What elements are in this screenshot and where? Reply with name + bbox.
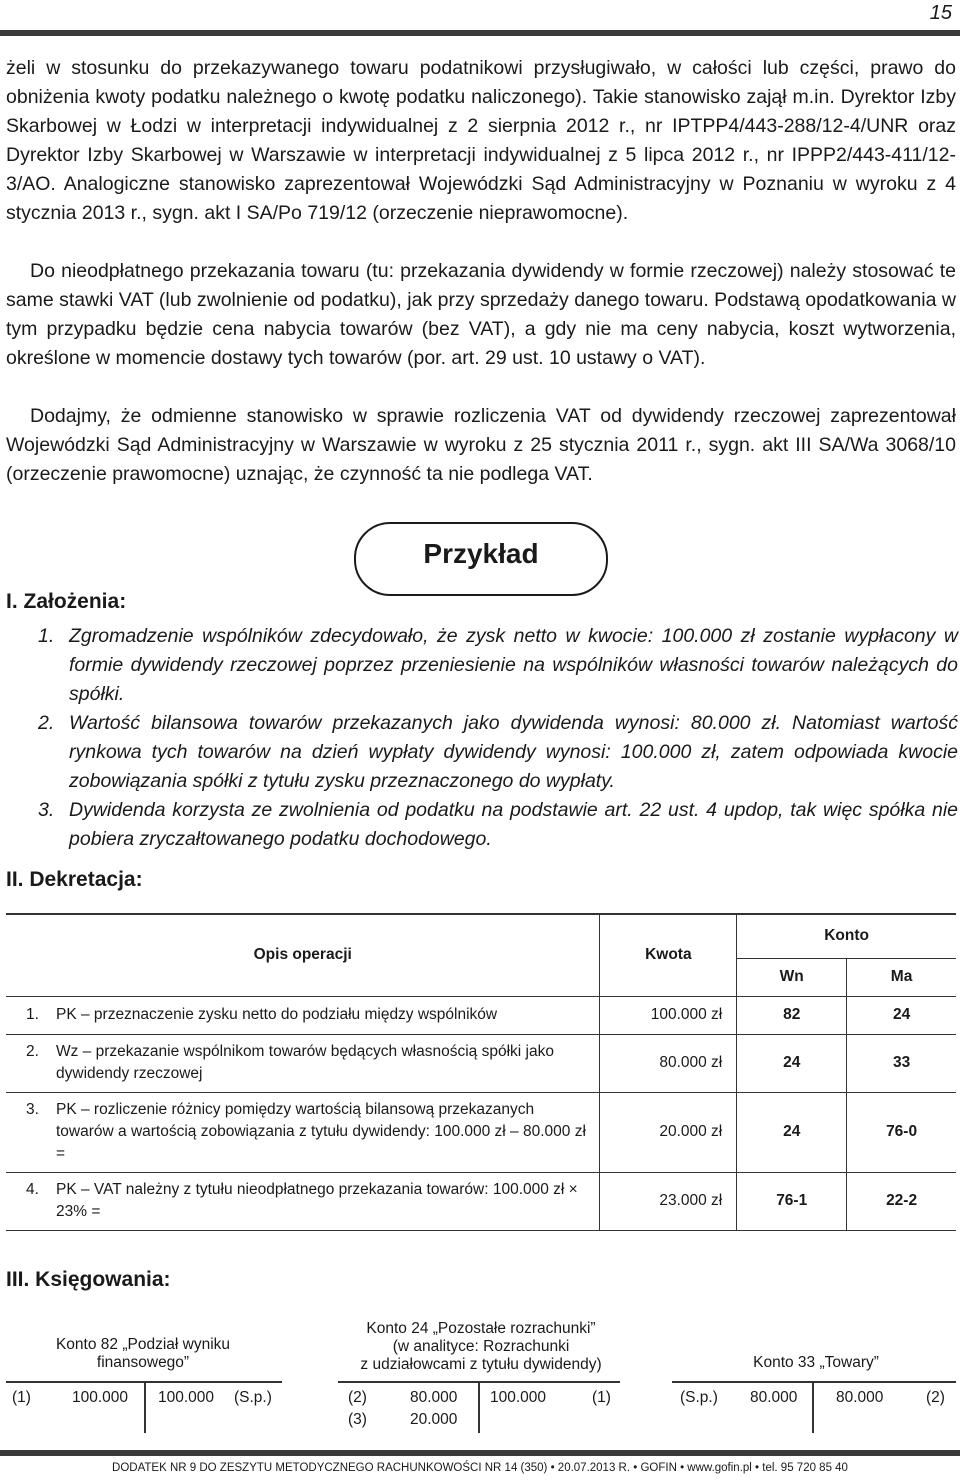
- list-item-text: Dywidenda korzysta ze zwolnienia od podatku na podstawie art. 22 ust. 4 updop, tak więc spółka nie pobiera zryczałtowanego podatku dochodowego.: [69, 799, 958, 850]
- row-wn: 82: [737, 996, 847, 1034]
- row-ma: 76-0: [847, 1092, 956, 1172]
- row-wn: 24: [737, 1034, 847, 1092]
- entry-value: 80.000: [750, 1389, 798, 1406]
- list-item-text: Wartość bilansowa towarów przekazanych jako dywidenda wynosi: 80.000 zł. Natomiast wartość rynkowa tych towarów na dzień wypłaty dywidendy wynosi: 100.000 zł, zatem odpowiada kwocie zobowiązania spółki z tytułu zysku przeznaczonego do wypłaty.: [69, 712, 958, 792]
- header-wn: Wn: [737, 958, 847, 996]
- footer-text: DODATEK NR 9 DO ZESZYTU METODYCZNEGO RACHUNKOWOŚCI NR 14 (350) • 20.07.2013 R. • GOFIN • www.gofin.pl • tel. 95 720 85 40: [112, 1462, 848, 1474]
- row-ma: 24: [847, 996, 956, 1034]
- account-title-line: Konto 33 „Towary”: [753, 1354, 879, 1371]
- row-description: PK – VAT należny z tytułu nieodpłatnego przekazania towarów: 100.000 zł × 23% =: [56, 1181, 578, 1220]
- paragraph-2: [6, 257, 956, 373]
- row-wn: 24: [737, 1092, 847, 1172]
- header-ma: Ma: [847, 958, 956, 996]
- list-item: [38, 709, 958, 796]
- section-2-title: II. Dekretacja:: [6, 868, 143, 891]
- row-wn: 76-1: [737, 1172, 847, 1230]
- table-row: [6, 1092, 956, 1172]
- account-24-title: [314, 1320, 648, 1374]
- t-account-24-divider: [478, 1381, 480, 1433]
- row-description: PK – przeznaczenie zysku netto do podziału między wspólników: [56, 1006, 498, 1023]
- entry-value: 100.000: [490, 1389, 547, 1406]
- account-title-line: z udziałowcami z tytułu dywidendy): [360, 1356, 602, 1373]
- entry-ref: (2): [926, 1389, 945, 1406]
- row-ma: 33: [847, 1034, 956, 1092]
- table-row: [6, 1034, 956, 1092]
- row-amount: 80.000 zł: [600, 1034, 737, 1092]
- row-amount: 100.000 zł: [600, 996, 737, 1034]
- entry-ref: (1): [12, 1389, 31, 1406]
- t-account-82-divider: [144, 1381, 146, 1433]
- entry-value: 80.000: [410, 1389, 458, 1406]
- entry-ref: (S.p.): [680, 1389, 718, 1406]
- account-title-line: (w analityce: Rozrachunki: [392, 1338, 570, 1355]
- list-item-number: 2.: [38, 712, 55, 734]
- entry-value: 80.000: [836, 1389, 884, 1406]
- row-amount: 23.000 zł: [600, 1172, 737, 1230]
- row-number: 2.: [26, 1043, 39, 1060]
- page-number: 15: [929, 2, 952, 24]
- paragraph-1: [6, 54, 956, 228]
- row-number: 1.: [26, 1006, 39, 1023]
- account-82-title: [34, 1336, 252, 1372]
- t-account-33-rule: [672, 1381, 956, 1383]
- paragraph-1-text: żeli w stosunku do przekazywanego towaru podatnikowi przysługiwało, w całości lub części, prawo do obniżenia kwoty podatku należnego o kwotę podatku naliczonego). Takie stanowisko zajął m.in. Dyrektor Izby Skarbowej w Łodzi w interpretacji indywidualnej z 2 sierpnia 2012 r., nr IPTPP4/443-288/12-4/UNR oraz Dyrektor Izby Skarbowej w Warszawie w interpretacji indywidualnej z 5 lipca 2012 r., nr IPPP2/443-411/12-3/AO. Analogiczne stanowisko zaprezentował Wojewódzki Sąd Administracyjny w Poznaniu w wyroku z 4 stycznia 2013 r., sygn. akt I SA/Po 719/12 (orzeczenie nieprawomocne).: [6, 57, 956, 224]
- account-title-line: finansowego”: [96, 1354, 190, 1371]
- list-item: [38, 796, 958, 854]
- account-title-line: Konto 24 „Pozostałe rozrachunki”: [366, 1320, 596, 1337]
- header-konto: Konto: [737, 914, 956, 958]
- account-title-line: Konto 82 „Podział wyniku: [55, 1336, 231, 1353]
- entry-value: 20.000: [410, 1411, 458, 1428]
- table-header-row: [6, 914, 956, 958]
- header-amount: Kwota: [600, 914, 737, 996]
- paragraph-3: [6, 402, 956, 489]
- assumptions-list: [38, 622, 958, 854]
- header-desc: Opis operacji: [6, 914, 600, 996]
- row-description: Wz – przekazanie wspólnikom towarów będących własnością spółki jako dywidendy rzeczowej: [56, 1043, 554, 1082]
- footer-rule: [0, 1450, 960, 1456]
- list-item-text: Zgromadzenie wspólników zdecydowało, że zysk netto w kwocie: 100.000 zł zostanie wypłacony w formie dywidendy rzeczowej poprzez przeniesienie na wspólników własności towarów należących do spółki.: [69, 625, 958, 705]
- row-ma: 22-2: [847, 1172, 956, 1230]
- header-rule: [0, 30, 960, 36]
- row-number: 3.: [26, 1101, 39, 1118]
- list-item-number: 1.: [38, 625, 55, 647]
- entry-ref: (S.p.): [234, 1389, 272, 1406]
- list-item-number: 3.: [38, 799, 55, 821]
- account-33-title: [716, 1354, 916, 1372]
- entry-ref: (3): [348, 1411, 367, 1428]
- table-row: [6, 996, 956, 1034]
- paragraph-3-text: Dodajmy, że odmienne stanowisko w sprawie rozliczenia VAT od dywidendy rzeczowej zaprezentował Wojewódzki Sąd Administracyjny w Warszawie w wyroku z 25 stycznia 2011 r., sygn. akt III SA/Wa 3068/10 (orzeczenie prawomocne) uznając, że czynność ta nie podlega VAT.: [6, 405, 956, 485]
- row-number: 4.: [26, 1181, 39, 1198]
- table-row: [6, 1172, 956, 1230]
- entry-value: 100.000: [72, 1389, 129, 1406]
- row-amount: 20.000 zł: [600, 1092, 737, 1172]
- entry-ref: (2): [348, 1389, 367, 1406]
- entry-value: 100.000: [158, 1389, 215, 1406]
- row-description: PK – rozliczenie różnicy pomiędzy wartością bilansową przekazanych towarów a wartością zobowiązania z tytułu dywidendy: 100.000 zł – 80.000 zł =: [56, 1101, 586, 1162]
- t-account-33-divider: [812, 1381, 814, 1433]
- paragraph-2-text: Do nieodpłatnego przekazania towaru (tu: przekazania dywidendy w formie rzeczowej) należy stosować te same stawki VAT (lub zwolnienie od podatku), jak przy sprzedaży danego towaru. Podstawą opodatkowania w tym przypadku będzie cena nabycia towarów (bez VAT), a gdy nie ma ceny nabycia, koszt wytworzenia, określone w momencie dostawy tych towarów (por. art. 29 ust. 10 ustawy o VAT).: [6, 260, 956, 369]
- list-item: [38, 622, 958, 709]
- example-title: Przykład: [423, 538, 539, 569]
- entry-ref: (1): [592, 1389, 611, 1406]
- decree-table: [6, 913, 956, 1231]
- section-1-title: I. Założenia:: [6, 590, 127, 613]
- section-3-title: III. Księgowania:: [6, 1268, 171, 1291]
